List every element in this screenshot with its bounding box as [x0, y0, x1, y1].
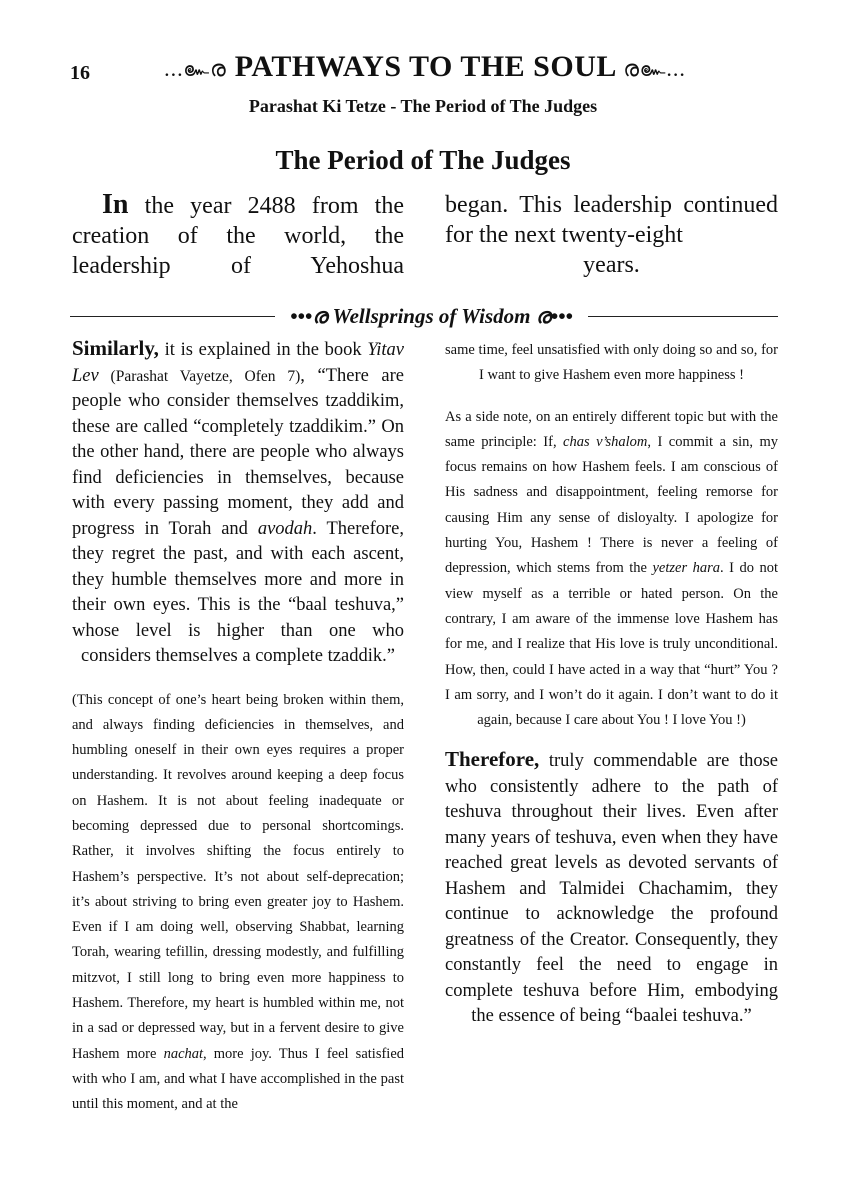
ornament-left-icon: ...๛ര [164, 56, 227, 81]
intro-right-last: years. [583, 252, 640, 278]
intro-left-text: the year 2488 from the creation of the world, the leadership of Yehoshua [72, 193, 404, 279]
right-p3-lead: Therefore, [445, 747, 540, 772]
right-p2-text-a: As a side note, on an entirely different topic but with the same principle: If, [445, 408, 778, 450]
section-divider [70, 304, 778, 328]
right-paragraph-2 [445, 405, 778, 734]
left-p1-text-c: . Therefore, they regret the past, and with each ascent, they humble themselves more and more in their own eyes. This is the “baal teshuva,” whose level is higher than one who considers themselves a complete tzaddik.” [72, 518, 404, 666]
term-chas-vshalom: chas v’shalom [563, 433, 648, 450]
divider-label [275, 304, 588, 329]
ornament-right-icon: ര๛... [623, 56, 686, 81]
right-paragraph-3 [445, 747, 778, 1030]
publication-title: PATHWAYS TO THE SOUL [234, 50, 616, 83]
term-yetzer-hara: yetzer hara [652, 560, 721, 577]
book-title: Yitav Lev [72, 340, 404, 386]
page-subtitle: Parashat Ki Tetze - The Period of The Judges [248, 96, 598, 116]
article-title: The Period of The Judges [275, 145, 571, 175]
intro-right-column [445, 190, 778, 280]
left-p1-text-b: , “There are people who consider themselves tzaddikim, these are called “completely tzaddikim.” On the other hand, there are people who always find deficiencies in themselves, because with every passing moment, they add and progress in Torah and [72, 365, 404, 539]
left-p1-lead: Similarly, [72, 336, 159, 360]
divider-line-right [588, 316, 778, 317]
left-p1-text-a: it is explained in the book [158, 340, 368, 360]
page-number: 16 [70, 62, 90, 84]
book-reference: (Parashat Vayetze, Ofen 7) [98, 367, 301, 385]
right-p3-text: truly commendable are those who consistently adhere to the path of teshuva throughout their lives. Even after many years of teshuva, even when they have reached great levels as devoted servants of Hashem and Talmidei Chachamim, they continue to acknowledge the profound greatness of the Creator. Consequently, they constantly feel the need to engage in complete teshuva before Him, embodying the essence of being “baalei teshuva.” [445, 751, 778, 1027]
left-column [72, 336, 404, 1118]
divider-ornament-right-icon: ര••• [535, 304, 573, 328]
left-paragraph-2 [72, 688, 404, 1118]
intro-lead-word: In [102, 189, 129, 220]
term-nachat: nachat [163, 1045, 204, 1062]
left-paragraph-1 [72, 336, 404, 670]
divider-line-left [70, 316, 275, 317]
page-header [0, 50, 846, 90]
left-p2-text-a: (This concept of one’s heart being broken within them, and always finding deficiencies in themselves, and humbling oneself in their own eyes requires a proper understanding. It revolves around keeping a deep focus on Hashem. It is not about feeling inadequate or becoming depressed due to personal shortcomings. Rather, it involves shifting the focus entirely to Hashem’s perspective. It’s not about self-deprecation; it’s about striving to bring even greater joy to Hashem. Even if I am doing well, observing Shabbat, learning Torah, wearing tefillin, dressing modestly, and fulfilling mitzvot, I still long to bring even more happiness to Hashem. Therefore, my heart is humbled within me, not in a sad or depressed way, but in a fervent desire to give Hashem more [72, 691, 404, 1062]
right-p2-text-b: , I commit a sin, my focus remains on how Hashem feels. I am conscious of His sadness and disappointment, feeling remorse for causing Him any sense of disloyalty. I apologize for hurting You, Hashem ! There is never a feeling of depression, which stems from the [445, 433, 778, 577]
left-p2-text-b: , more joy. Thus I feel satisfied with who I am, and what I have accomplished in the past until this moment, and at the [72, 1045, 405, 1113]
intro-right-text: began. This leadership continued for the next twenty-eight [445, 192, 778, 248]
right-paragraph-1: same time, feel unsatisfied with only doing so and so, for I want to give Hashem even more happiness ! [445, 342, 778, 384]
intro-left-column [72, 190, 404, 281]
masthead [130, 50, 720, 86]
divider-title: Wellsprings of Wisdom [332, 304, 531, 328]
term-avodah: avodah [257, 518, 313, 539]
right-column [445, 338, 778, 1030]
right-p2-text-c: . I do not view myself as a terrible or hated person. On the contrary, I am aware of the immense love Hashem has for me, and I realize that His love is truly unconditional. How, then, could I have acted in a way that “hurt” You ? I am sorry, and I won’t do it again. I don’t want to do it again, because I care about You ! I love You !) [445, 560, 778, 729]
divider-ornament-left-icon: •••ര [290, 304, 328, 328]
